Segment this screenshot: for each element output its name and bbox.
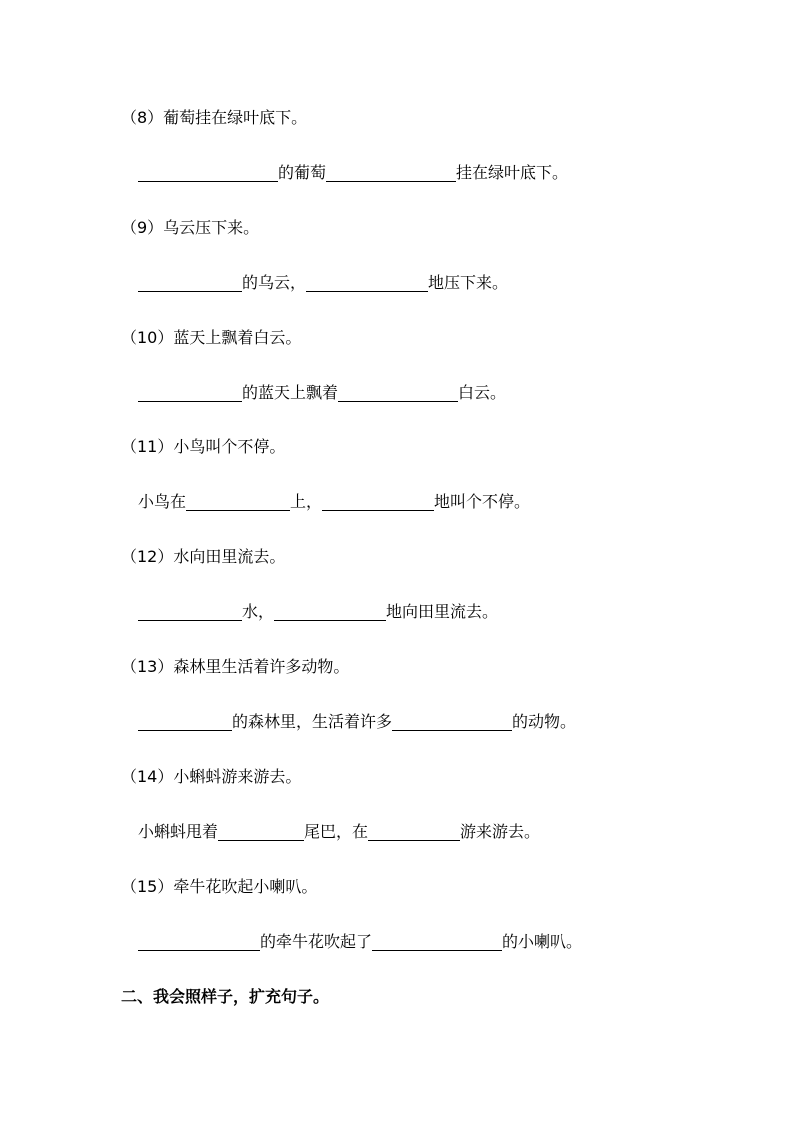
question-9-prompt: （9）乌云压下来。 xyxy=(121,218,260,237)
answer-blank[interactable] xyxy=(218,822,304,841)
question-15-answer-line xyxy=(138,931,582,953)
answer-blank[interactable] xyxy=(138,932,260,951)
answer-blank[interactable] xyxy=(372,932,502,951)
question-11-prompt: （11）小鸟叫个不停。 xyxy=(121,437,286,456)
answer-text: 水， xyxy=(242,602,275,621)
answer-blank[interactable] xyxy=(138,383,242,402)
answer-blank[interactable] xyxy=(138,273,242,292)
question-14-prompt: （14）小蝌蚪游来游去。 xyxy=(121,767,302,786)
answer-blank[interactable] xyxy=(186,492,290,511)
answer-text: 小蝌蚪甩着 xyxy=(138,822,219,841)
answer-text: 小鸟在 xyxy=(138,492,187,511)
answer-blank[interactable] xyxy=(274,602,386,621)
answer-blank[interactable] xyxy=(326,163,456,182)
answer-text: 地向田里流去。 xyxy=(386,602,499,621)
answer-blank[interactable] xyxy=(306,273,428,292)
question-8-prompt: （8）葡萄挂在绿叶底下。 xyxy=(121,108,308,127)
answer-text: 的牵牛花吹起了 xyxy=(260,932,373,951)
answer-text: 上， xyxy=(290,492,323,511)
answer-text: 的乌云， xyxy=(242,273,307,292)
answer-blank[interactable] xyxy=(138,602,242,621)
answer-blank[interactable] xyxy=(392,712,512,731)
answer-blank[interactable] xyxy=(322,492,434,511)
answer-blank[interactable] xyxy=(138,712,232,731)
answer-text: 尾巴，在 xyxy=(304,822,369,841)
question-13-prompt: （13）森林里生活着许多动物。 xyxy=(121,657,350,676)
answer-blank[interactable] xyxy=(368,822,460,841)
answer-text: 地压下来。 xyxy=(428,273,509,292)
answer-text: 地叫个不停。 xyxy=(434,492,531,511)
answer-blank[interactable] xyxy=(138,163,278,182)
question-12-answer-line xyxy=(138,601,498,623)
answer-text: 的蓝天上飘着 xyxy=(242,383,339,402)
answer-text: 的小喇叭。 xyxy=(502,932,583,951)
question-9-answer-line xyxy=(138,272,508,294)
question-14-answer-line xyxy=(138,821,540,843)
section-2-heading: 二、我会照样子，扩充句子。 xyxy=(121,987,330,1006)
question-8-answer-line xyxy=(138,162,568,184)
question-11-answer-line xyxy=(138,491,530,513)
question-10-prompt: （10）蓝天上飘着白云。 xyxy=(121,328,302,347)
answer-text: 的葡萄 xyxy=(278,163,327,182)
answer-blank[interactable] xyxy=(338,383,458,402)
answer-text: 的森林里，生活着许多 xyxy=(232,712,393,731)
question-15-prompt: （15）牵牛花吹起小喇叭。 xyxy=(121,877,318,896)
question-12-prompt: （12）水向田里流去。 xyxy=(121,547,286,566)
answer-text: 的动物。 xyxy=(512,712,577,731)
question-10-answer-line xyxy=(138,382,506,404)
answer-text: 白云。 xyxy=(458,383,507,402)
question-13-answer-line xyxy=(138,711,576,733)
answer-text: 挂在绿叶底下。 xyxy=(456,163,569,182)
answer-text: 游来游去。 xyxy=(460,822,541,841)
